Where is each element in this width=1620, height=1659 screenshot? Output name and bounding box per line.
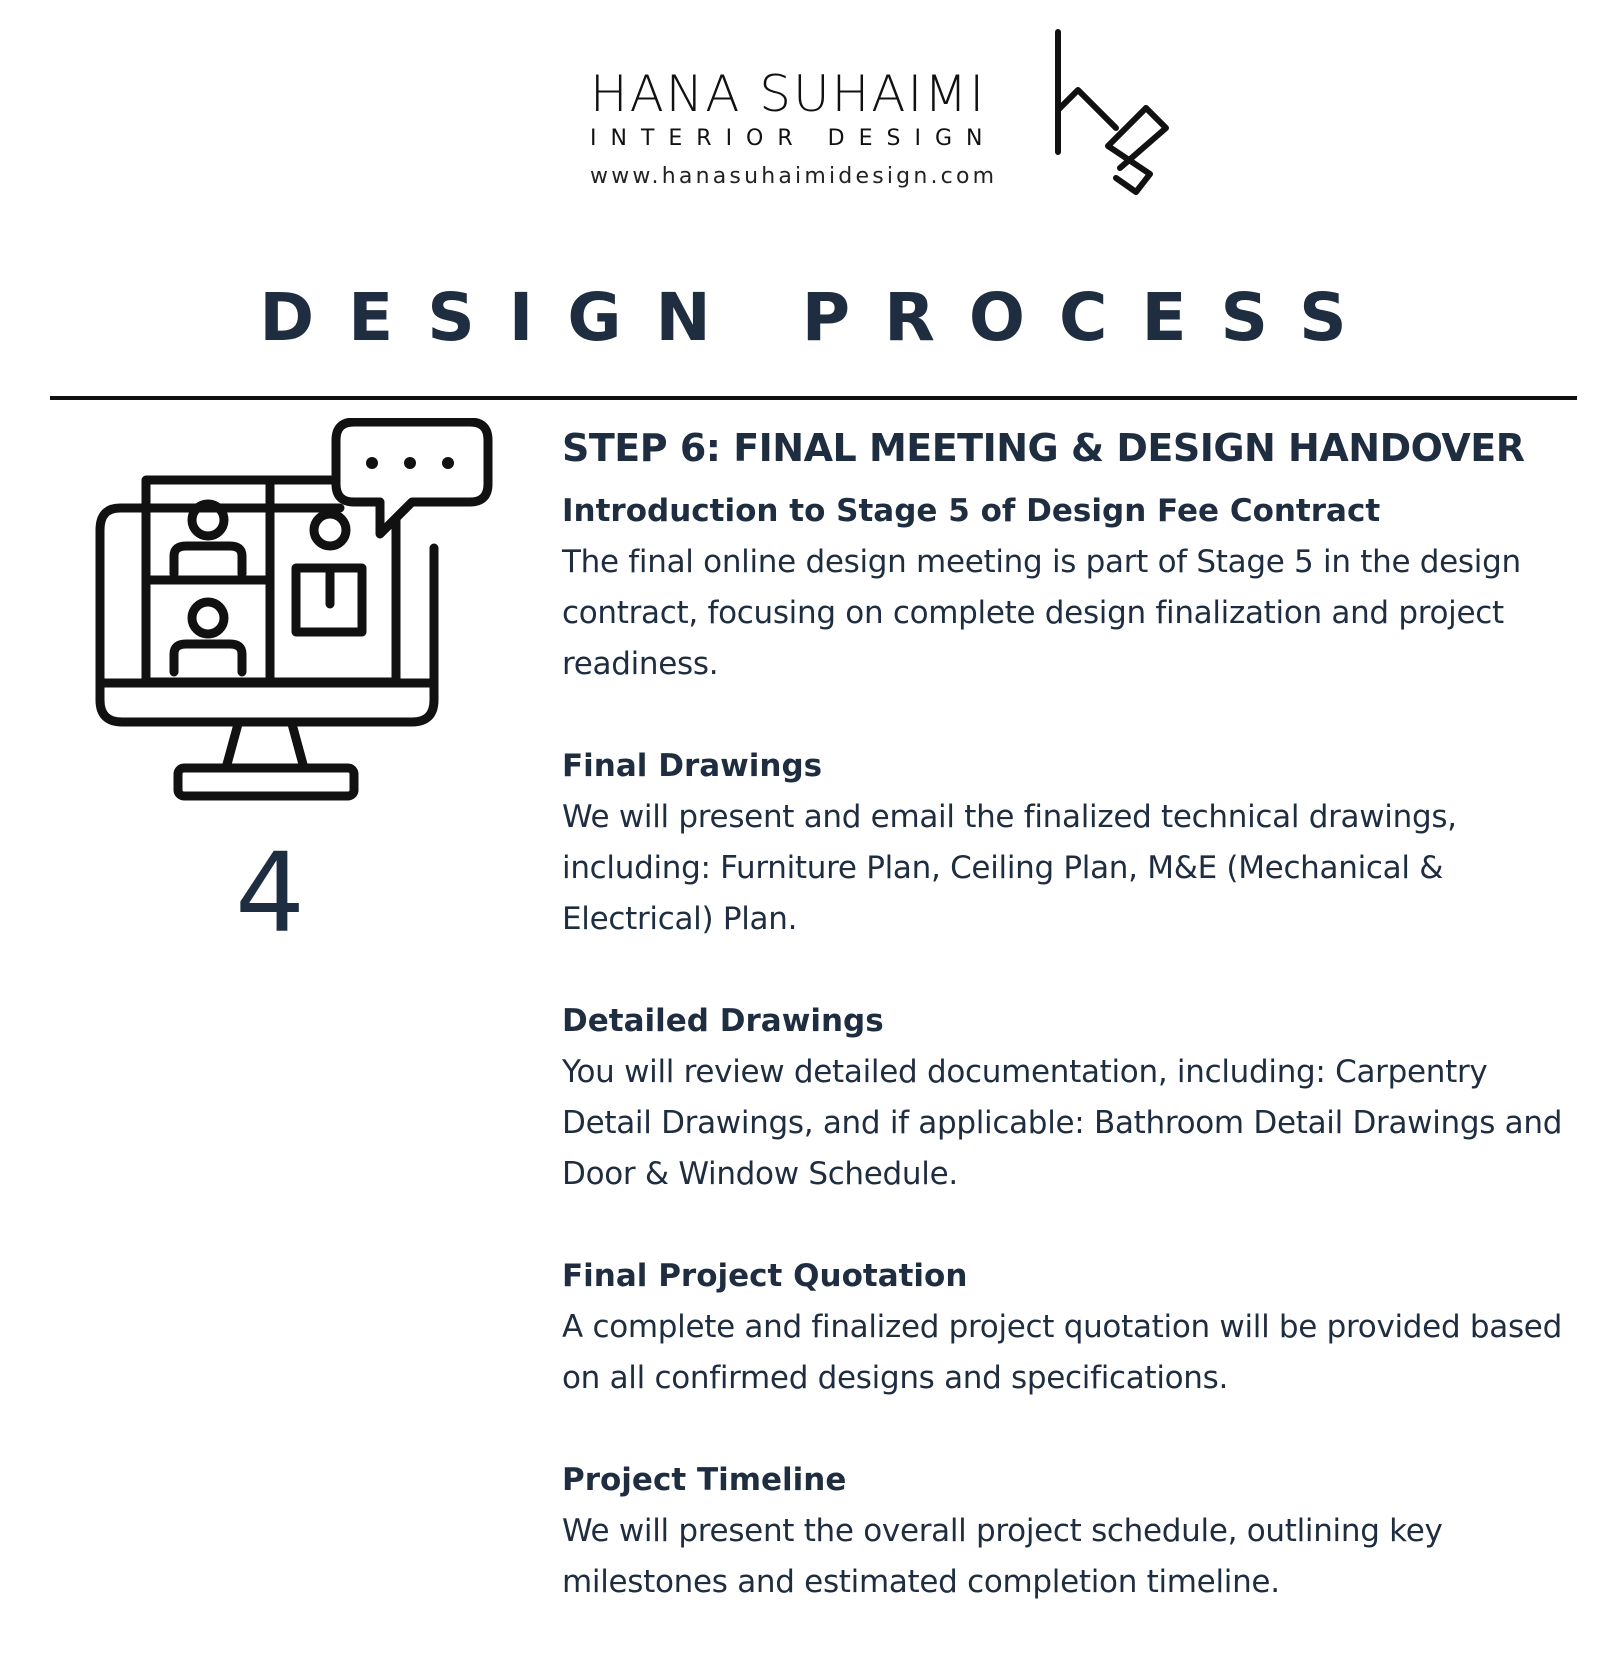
section-title: Introduction to Stage 5 of Design Fee Contract bbox=[562, 493, 1381, 529]
section-body: You will review detailed documentation, including: Carpentry Detail Drawings, and if applicable: Bathroom Detail Drawings and Door & Window Schedule. bbox=[562, 1054, 1563, 1192]
brand-subtitle: INTERIOR DESIGN bbox=[590, 126, 997, 151]
section-body: We will present the overall project schedule, outlining key milestones and estimated completion timeline. bbox=[562, 1513, 1443, 1600]
title-divider bbox=[50, 396, 1577, 400]
section-title: Final Project Quotation bbox=[562, 1258, 968, 1294]
section-final-quotation bbox=[562, 1251, 1582, 1404]
section-project-timeline bbox=[562, 1455, 1582, 1608]
section-body: We will present and email the finalized technical drawings, including: Furniture Plan, Ceiling Plan, M&E (Mechanical & Electrical) Plan. bbox=[562, 799, 1457, 937]
section-final-drawings bbox=[562, 741, 1582, 945]
brand-logo bbox=[590, 66, 1020, 192]
section-title: Project Timeline bbox=[562, 1462, 847, 1498]
step-number: 4 bbox=[235, 829, 305, 957]
video-conference-monitor-icon bbox=[90, 418, 510, 828]
section-body: The final online design meeting is part of Stage 5 in the design contract, focusing on complete design finalization and project readiness. bbox=[562, 544, 1521, 682]
section-body: A complete and finalized project quotation will be provided based on all confirmed designs and specifications. bbox=[562, 1309, 1562, 1396]
brand-name: HANA SUHAIMI bbox=[590, 65, 987, 123]
step-heading: STEP 6: FINAL MEETING & DESIGN HANDOVER bbox=[562, 426, 1525, 470]
section-introduction bbox=[562, 486, 1582, 690]
section-detailed-drawings bbox=[562, 996, 1582, 1200]
step-content bbox=[562, 418, 1582, 1659]
section-title: Final Drawings bbox=[562, 748, 823, 784]
page-title: DESIGN PROCESS bbox=[259, 279, 1381, 356]
section-title: Detailed Drawings bbox=[562, 1003, 884, 1039]
brand-website: www.hanasuhaimidesign.com bbox=[590, 164, 998, 189]
hs-monogram-icon bbox=[1050, 28, 1180, 208]
